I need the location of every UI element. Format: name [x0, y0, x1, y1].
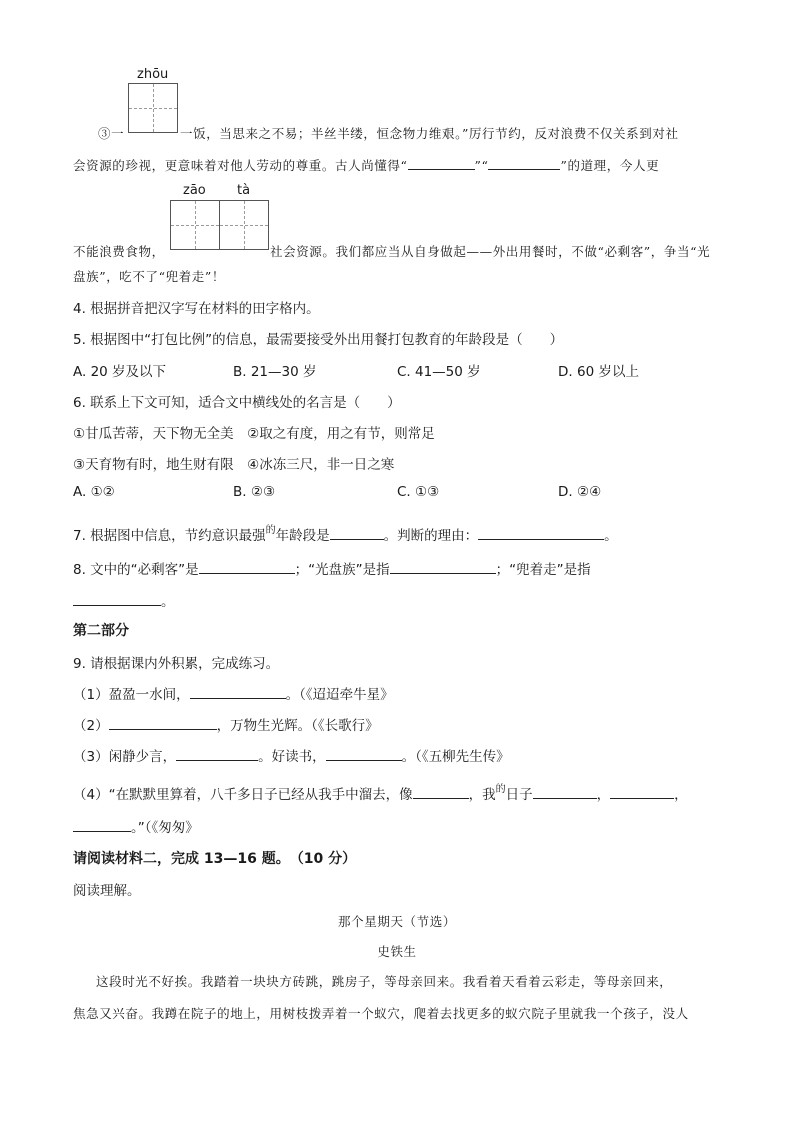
article-title: 那个星期天（节选） — [338, 914, 456, 929]
q5-option-c[interactable]: C. 41—50 岁 — [397, 364, 481, 380]
q9-item-4-continued — [73, 816, 199, 836]
blank-proverb-1[interactable] — [408, 155, 475, 170]
q9-4-blank-1[interactable] — [413, 784, 469, 799]
q9-3-blank-2[interactable] — [326, 746, 402, 761]
q5-option-d[interactable]: D. 60 岁以上 — [558, 364, 639, 380]
pinyin-zao: zāo — [183, 183, 206, 198]
q8-part-b: ；“光盘族”是指 — [294, 562, 390, 578]
tianzige-box-zao[interactable] — [170, 200, 220, 250]
q9-1-blank[interactable] — [190, 684, 286, 699]
q7-age-blank[interactable] — [330, 525, 384, 540]
line2-part-c: ”的道理，今人更 — [560, 158, 660, 173]
q9-4-part-d: ， — [596, 787, 611, 803]
q6-quotes-line1: ①甘瓜苦蒂，天下物无全美 ②取之有度，用之有节，则常足 — [73, 426, 435, 442]
q9-4-part-a: （4）“在默默里算着，八千多日子已经从我手中溜去，像 — [73, 787, 413, 803]
q9-item-4 — [73, 783, 688, 803]
q6-option-c[interactable]: C. ①③ — [397, 484, 440, 500]
q9-3-part-a: （3）闲静少言， — [73, 749, 177, 765]
tianzige-box-zhou[interactable] — [128, 83, 178, 133]
q6-option-a[interactable]: A. ①② — [73, 484, 115, 500]
q9-4-de: 的 — [495, 784, 506, 795]
question-8-continued — [73, 590, 175, 610]
q8-part-c: ；“兜着走”是指 — [495, 562, 591, 578]
q9-4-blank-3[interactable] — [610, 784, 674, 799]
q6-option-b[interactable]: B. ②③ — [233, 484, 276, 500]
line1-prefix: ③一 — [98, 126, 125, 141]
q9-item-1 — [73, 683, 394, 703]
q9-2-blank[interactable] — [109, 715, 217, 730]
tianzige-box-ta[interactable] — [219, 200, 269, 250]
q9-4-part-f: 。”（《匆匆》 — [131, 820, 199, 836]
q7-reason-blank[interactable] — [478, 525, 604, 540]
line4-text: 盘族”，吃不了“兜着走”！ — [73, 269, 225, 284]
q9-3-blank-1[interactable] — [176, 746, 258, 761]
part2-heading: 第二部分 — [73, 623, 129, 639]
question-4: 4. 根据拼音把汉字写在材料的田字格内。 — [73, 301, 320, 317]
blank-proverb-2[interactable] — [488, 155, 560, 170]
q9-4-blank-2[interactable] — [533, 784, 597, 799]
q8-part-d: 。 — [161, 594, 175, 610]
line3-text: 社会资源。我们都应当从自身做起——外出用餐时，不做“必剩客”，争当“光 — [270, 244, 711, 259]
q9-2-part-b: ，万物生光辉。（《长歌行》 — [216, 718, 379, 734]
article-author: 史铁生 — [377, 944, 417, 959]
article-paragraph-line1: 这段时光不好挨。我踏着一块块方砖跳，跳房子，等母亲回来。我看着天看着云彩走，等母亲回来， — [96, 974, 673, 989]
line3-prefix: 不能浪费食物， — [73, 244, 165, 259]
q9-4-part-e: ， — [674, 787, 688, 803]
q6-quotes-line2: ③天育物有时，地生财有限 ④冰冻三尺，非一日之寒 — [73, 457, 395, 473]
q9-2-part-a: （2） — [73, 718, 109, 734]
q7-part-c: 。判断的理由： — [383, 528, 479, 544]
q9-4-part-b: ，我 — [468, 787, 496, 803]
q7-part-a: 7. 根据图中信息，节约意识最强 — [73, 528, 266, 544]
q5-option-b[interactable]: B. 21—30 岁 — [233, 364, 317, 380]
q9-1-part-b: 。（《迢迢牵牛星》 — [285, 687, 394, 703]
q9-item-2 — [73, 714, 379, 734]
pinyin-zhou: zhōu — [137, 67, 169, 82]
line1-text: 一饭，当思来之不易；半丝半缕，恒念物力维艰。”厉行节约，反对浪费不仅关系到对社 — [180, 126, 679, 141]
material2-heading: 请阅读材料二，完成 13—16 题。 （10 分） — [73, 851, 357, 867]
question-7 — [73, 524, 618, 544]
reading-instruction: 阅读理解。 — [73, 883, 141, 899]
q9-4-part-c: 日子 — [505, 787, 533, 803]
q9-1-part-a: （1）盈盈一水间， — [73, 687, 190, 703]
q8-blank-1[interactable] — [199, 559, 295, 574]
q9-item-3 — [73, 745, 510, 765]
question-6: 6. 联系上下文可知，适合文中横线处的名言是（ ） — [73, 395, 401, 411]
article-paragraph-line2: 焦急又兴奋。我蹲在院子的地上，用树枝拨弄着一个蚁穴，爬着去找更多的蚁穴院子里就我一个孩子，没人 — [73, 1006, 689, 1021]
q7-part-b: 年龄段是 — [275, 528, 330, 544]
q9-3-part-b: 。好读书， — [258, 749, 326, 765]
q7-part-d: 。 — [604, 528, 618, 544]
q7-de: 的 — [265, 525, 276, 536]
q9-4-blank-4[interactable] — [73, 817, 131, 832]
question-5: 5. 根据图中“打包比例”的信息，最需要接受外出用餐打包教育的年龄段是（ ） — [73, 332, 564, 348]
q8-blank-3[interactable] — [73, 591, 161, 606]
pinyin-ta: tà — [237, 183, 251, 198]
question-8 — [73, 558, 591, 578]
q9-3-part-c: 。（《五柳先生传》 — [401, 749, 510, 765]
line2 — [73, 155, 659, 174]
q8-part-a: 8. 文中的“必剩客”是 — [73, 562, 199, 578]
question-9: 9. 请根据课内外积累，完成练习。 — [73, 656, 280, 672]
line2-part-b: ”“ — [474, 158, 489, 173]
q8-blank-2[interactable] — [390, 559, 496, 574]
line2-part-a: 会资源的珍视，更意味着对他人劳动的尊重。古人尚懂得“ — [73, 158, 408, 173]
q5-option-a[interactable]: A. 20 岁及以下 — [73, 364, 167, 380]
q6-option-d[interactable]: D. ②④ — [558, 484, 602, 500]
